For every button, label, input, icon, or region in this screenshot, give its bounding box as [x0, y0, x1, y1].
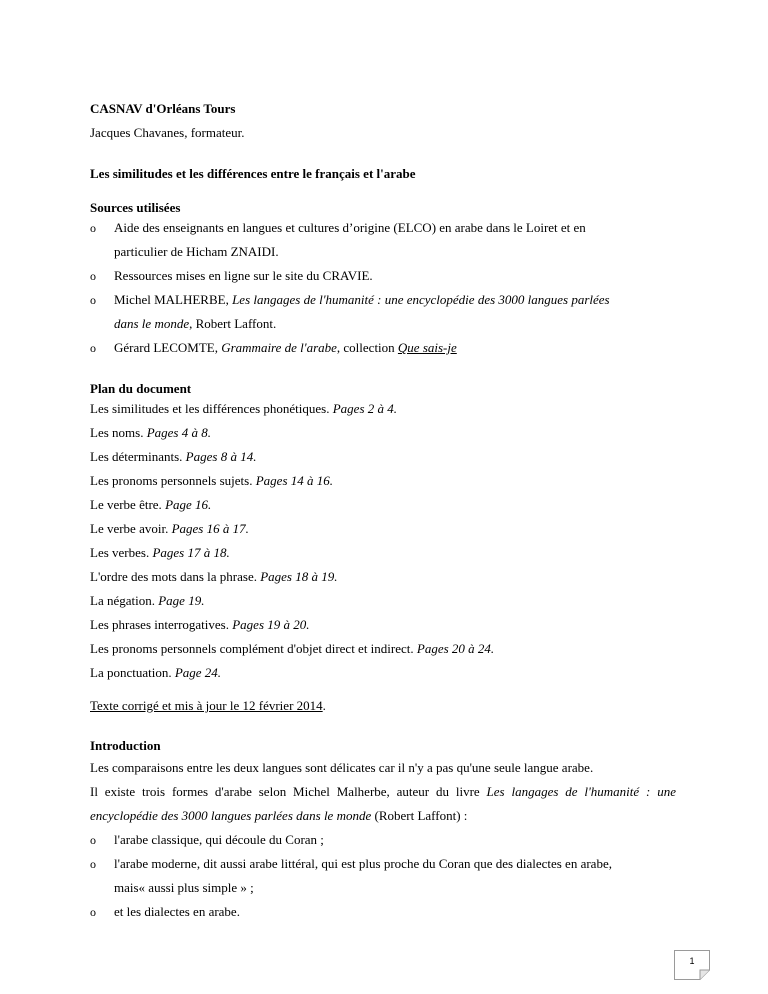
- intro-paragraph-line: Les comparaisons entre les deux langues sont délicates car il n'y a pas qu'une seule langue arabe.: [90, 760, 594, 775]
- plan-item: Les verbes. Pages 17 à 18.: [90, 545, 230, 560]
- bullet-marker: o: [90, 833, 96, 847]
- bullet-marker: o: [90, 293, 96, 307]
- intro-paragraph-line: Il existe trois formes d'arabe selon Michel Malherbe, auteur du livre Les langages de l'humanité : une: [90, 784, 676, 799]
- plan-item: L'ordre des mots dans la phrase. Pages 18 à 19.: [90, 569, 338, 584]
- bullet-marker: o: [90, 857, 96, 871]
- intro-paragraph-line: encyclopédie des 3000 langues parlées dans le monde (Robert Laffont) :: [90, 808, 468, 823]
- plan-item: Les similitudes et les différences phonétiques. Pages 2 à 4.: [90, 401, 398, 416]
- plan-item: Le verbe être. Page 16.: [90, 497, 212, 512]
- page-number-box: [674, 950, 710, 980]
- intro-bullet-moderne-cont: mais« aussi plus simple » ;: [114, 880, 254, 895]
- intro-bullet-moderne: l'arabe moderne, dit aussi arabe littéral, qui est plus proche du Coran que des dialectes en arabe,: [114, 856, 612, 871]
- plan-item: La ponctuation. Page 24.: [90, 665, 222, 680]
- author-line: Jacques Chavanes, formateur.: [90, 125, 245, 140]
- plan-item: La négation. Page 19.: [90, 593, 205, 608]
- source-item-cravie: Ressources mises en ligne sur le site du CRAVIE.: [114, 268, 373, 283]
- bullet-marker: o: [90, 341, 96, 355]
- page-number: 1: [689, 956, 695, 966]
- plan-item: Les phrases interrogatives. Pages 19 à 20.: [90, 617, 310, 632]
- intro-bullet-classique: l'arabe classique, qui découle du Coran ;: [114, 832, 324, 847]
- source-item-malherbe-cont: dans le monde, Robert Laffont.: [114, 316, 277, 331]
- source-item-lecomte: Gérard LECOMTE, Grammaire de l'arabe, collection Que sais-je: [114, 340, 457, 355]
- plan-item: Les pronoms personnels complément d'objet direct et indirect. Pages 20 à 24.: [90, 641, 495, 656]
- source-item-elco-cont: particulier de Hicham ZNAIDI.: [114, 244, 279, 259]
- bullet-marker: o: [90, 269, 96, 283]
- introduction-heading: Introduction: [90, 738, 161, 753]
- update-note: Texte corrigé et mis à jour le 12 février 2014.: [90, 698, 326, 713]
- plan-item: Les pronoms personnels sujets. Pages 14 à 16.: [90, 473, 334, 488]
- plan-item: Le verbe avoir. Pages 16 à 17.: [90, 521, 249, 536]
- bullet-marker: o: [90, 221, 96, 235]
- document-title: Les similitudes et les différences entre le français et l'arabe: [90, 166, 416, 181]
- plan-item: Les déterminants. Pages 8 à 14.: [90, 449, 257, 464]
- source-item-malherbe: Michel MALHERBE, Les langages de l'humanité : une encyclopédie des 3000 langues parlées: [114, 292, 610, 307]
- bullet-marker: o: [90, 905, 96, 919]
- source-item-elco: Aide des enseignants en langues et cultures d’origine (ELCO) en arabe dans le Loiret et en: [114, 220, 586, 235]
- sources-heading: Sources utilisées: [90, 200, 181, 215]
- intro-bullet-dialectes: et les dialectes en arabe.: [114, 904, 240, 919]
- plan-heading: Plan du document: [90, 381, 192, 396]
- plan-item: Les noms. Pages 4 à 8.: [90, 425, 211, 440]
- organization-heading: CASNAV d'Orléans Tours: [90, 101, 236, 116]
